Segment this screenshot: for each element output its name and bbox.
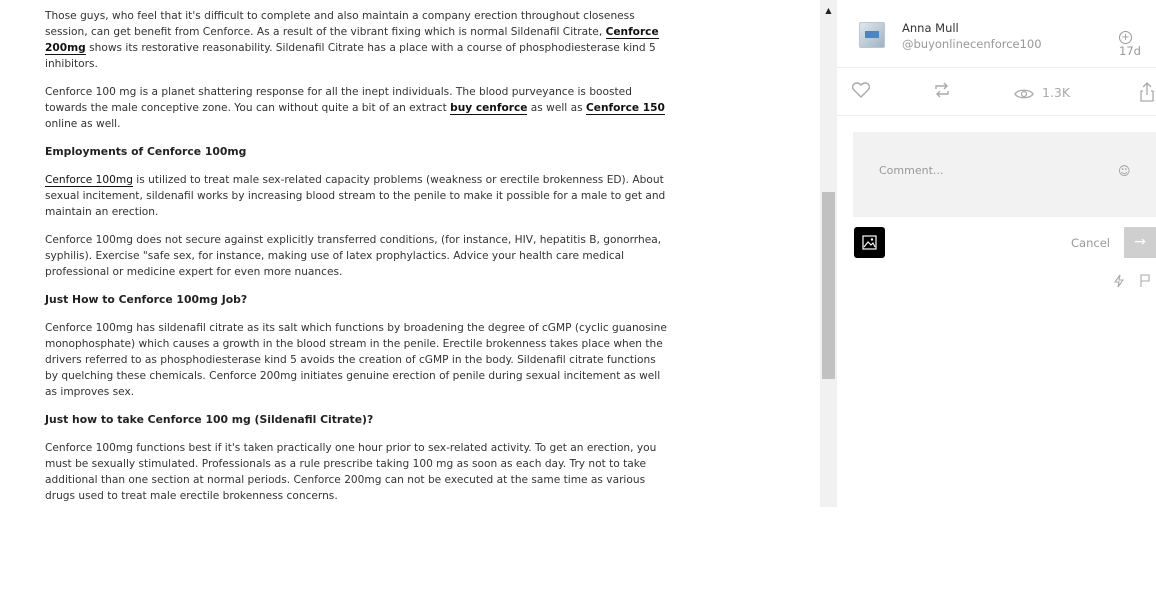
paragraph-text: is utilized to treat male sex-related capacity problems (weakness or erectile brokenness ED). About sexual incitement, sildenafil works by increasing blood stream to the penile to make it possible for a male to get and maintain an erection.: [45, 174, 666, 218]
image-icon: [854, 227, 885, 258]
post-side-panel: [837, 0, 1156, 612]
scroll-up-arrow-icon[interactable]: ▲: [825, 6, 832, 15]
article-paragraph: [45, 84, 670, 132]
avatar[interactable]: [859, 22, 885, 48]
plus-icon[interactable]: +: [1119, 31, 1132, 44]
article-paragraph: Cenforce 100mg does not secure against explicitly transferred conditions, (for instance, HIV, hepatitis B, gonorrhea, syphilis). Exercise "safe sex, for instance, making use of latex prophylactics. Advice your health care medical professional or medicine expert for even more nuances.: [45, 234, 662, 278]
author-handle[interactable]: @buyonlinecenforce100: [902, 37, 1042, 51]
emoji-icon[interactable]: ☺: [1118, 164, 1131, 178]
post-age-text: 17d: [1119, 44, 1141, 58]
cancel-button[interactable]: Cancel: [1071, 236, 1110, 250]
cenforce-150-link[interactable]: Cenforce 150: [585, 102, 665, 114]
divider: [837, 115, 1156, 116]
bolt-icon[interactable]: [1114, 274, 1124, 292]
paragraph-text: as well as: [527, 102, 586, 114]
divider: [837, 67, 1156, 68]
heart-icon[interactable]: [852, 82, 870, 102]
view-count: [1014, 85, 1070, 103]
cenforce-200mg-link[interactable]: Cenforce 200mg: [45, 26, 659, 54]
paragraph-text: shows its restorative reasonability. Sildenafil Citrate has a place with a course of phosphodiesterase kind 5 inhibitors.: [45, 42, 656, 70]
comment-placeholder: Comment...: [879, 164, 944, 177]
flag-icon[interactable]: [1140, 274, 1150, 292]
author-name[interactable]: Anna Mull: [902, 21, 959, 35]
buy-cenforce-link[interactable]: buy cenforce: [450, 102, 528, 114]
share-icon[interactable]: [1139, 82, 1155, 106]
post-age: [1119, 27, 1156, 58]
comment-input[interactable]: [853, 132, 1156, 217]
paragraph-text: Those guys, who feel that it's difficult to complete and also maintain a company erection throughout closeness session, can get benefit from Cenforce. As a result of the vibrant fixing which is normal Sildenafil Citrate,: [45, 10, 635, 38]
scrollbar-thumb[interactable]: [822, 192, 835, 379]
paragraph-text: online as well.: [45, 118, 121, 130]
article-paragraph: Cenforce 100mg has sildenafil citrate as its salt which functions by broadening the degree of cGMP (cyclic guanosine monophosphate) which causes a growth in the blood stream in the penile. Erectile brokenness takes place when the drivers referred to as phosphodiesterase kind 5 avoids the creation of cGMP in the body. Sildenafil citrate functions by quelching these chemicals. Cenforce 200mg initiates genuine erection of penile during sexual incitement as well as improves sex.: [45, 322, 667, 398]
article-paragraph: [45, 8, 670, 72]
cenforce-100mg-link[interactable]: Cenforce 100mg: [45, 174, 133, 186]
article-paragraph: Cenforce 100mg functions best if it's taken practically one hour prior to sex-related activity. To get an erection, you must be sexually stimulated. Professionals as a rule prescribe taking 100 mg as soon as each day. Try not to take additional than one section at normal periods. Cenforce 200mg can not be executed at the same time as various drugs used to treat male erectile brokenness concerns.: [45, 442, 657, 502]
article-paragraph: [45, 172, 670, 220]
eye-icon: [1014, 88, 1034, 103]
article-content: [45, 8, 670, 507]
article-scrollbar[interactable]: [820, 0, 837, 507]
paragraph-text: Cenforce 100 mg is a planet shattering response for all the inept individuals. The blood purveyance is boosted towards the male conceptive zone. You can without quite a bit of an extract: [45, 86, 632, 114]
section-heading: Just how to take Cenforce 100 mg (Sildenafil Citrate)?: [45, 413, 374, 426]
send-comment-button[interactable]: →: [1124, 227, 1156, 258]
repost-icon[interactable]: [933, 82, 951, 102]
section-heading: Just How to Cenforce 100mg Job?: [45, 293, 248, 306]
insert-image-button[interactable]: [854, 227, 885, 258]
view-count-text: 1.3K: [1042, 85, 1071, 100]
section-heading: Employments of Cenforce 100mg: [45, 145, 247, 158]
